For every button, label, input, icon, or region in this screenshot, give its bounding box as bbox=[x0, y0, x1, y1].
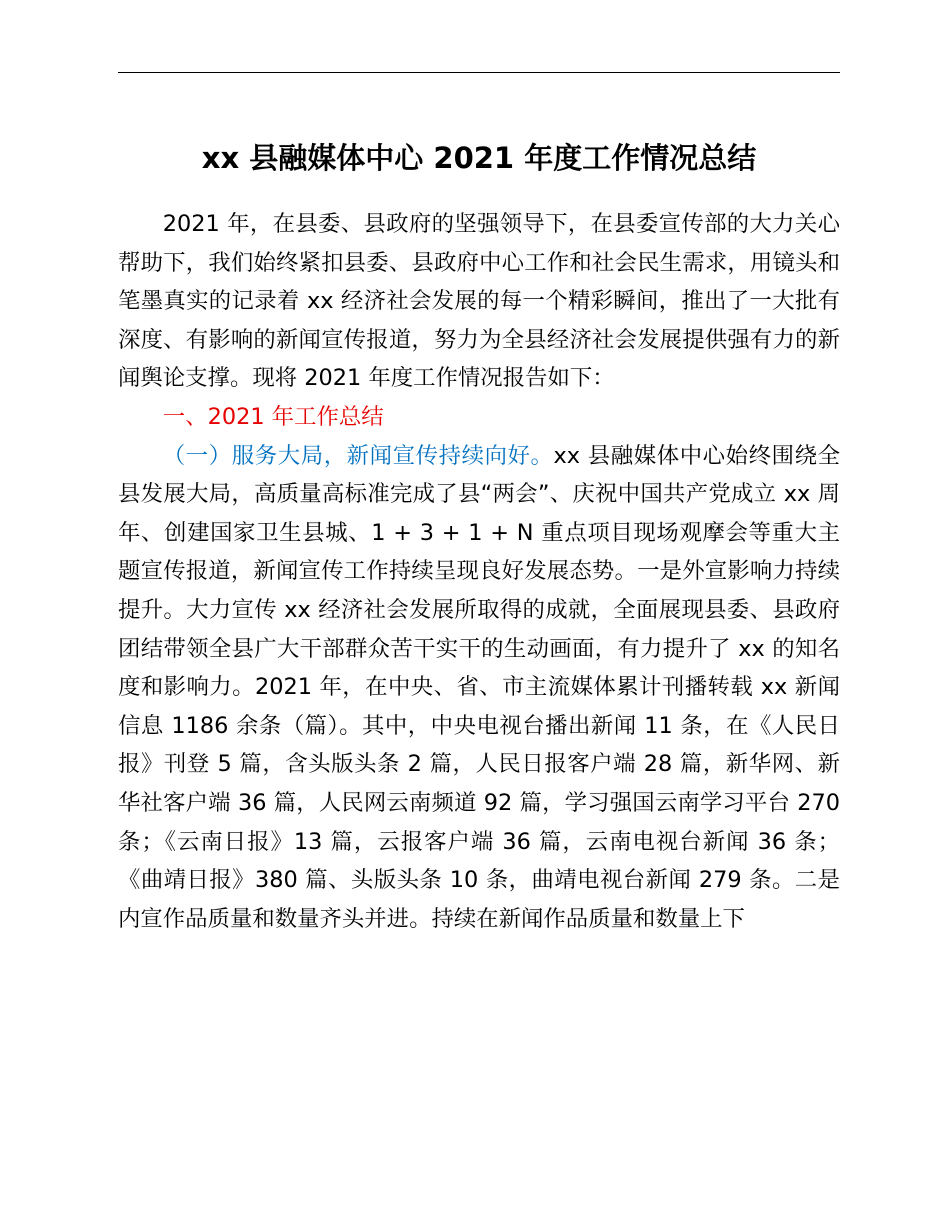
intro-paragraph: 2021 年，在县委、县政府的坚强领导下，在县委宣传部的大力关心帮助下，我们始终紧扣县委、县政府中心工作和社会民生需求，用镜头和笔墨真实的记录着 xx 经济社会发展的每一个精彩瞬间，推出了一大批有深度、有影响的新闻宣传报道，努力为全县经济社会发展提供强有力的新闻舆论支撑。现将 2021 年度工作情况报告如下： bbox=[118, 211, 840, 392]
subsection-body: xx 县融媒体中心始终围绕全县发展大局，高质量高标准完成了县“两会”、庆祝中国共产党成立 xx 周年、创建国家卫生县城、1 + 3 + 1 + N 重点项目现场观摩会等重大主题宣传报道，新闻宣传工作持续呈现良好发展态势。一是外宣影响力持续提升。大力宣传 xx 经济社会发展所取得的成就，全面展现县委、县政府团结带领全县广大干部群众苦干实干的生动画面，有力提升了 xx 的知名度和影响力。2021 年，在中央、省、市主流媒体累计刊播转载 xx 新闻信息 1186 余条（篇）。其中，中央电视台播出新闻 11 条，在《人民日报》刊登 5 篇，含头版头条 2 篇，人民日报客户端 28 篇，新华网、新华社客户端 36 篇，人民网云南频道 92 篇，学习强国云南学习平台 270 条；《云南日报》13 篇，云报客户端 36 篇，云南电视台新闻 36 条；《曲靖日报》380 篇、头版头条 10 条，曲靖电视台新闻 279 条。二是内宣作品质量和数量齐头并进。持续在新闻作品质量和数量上下 bbox=[118, 442, 840, 932]
document-body bbox=[118, 205, 840, 938]
subsection-heading: （一）服务大局，新闻宣传持续向好。 bbox=[162, 442, 554, 469]
subsection-paragraph bbox=[118, 437, 840, 939]
header-rule bbox=[118, 72, 840, 73]
section-heading: 一、2021 年工作总结 bbox=[162, 403, 384, 430]
document-title: xx 县融媒体中心 2021 年度工作情况总结 bbox=[201, 141, 757, 175]
